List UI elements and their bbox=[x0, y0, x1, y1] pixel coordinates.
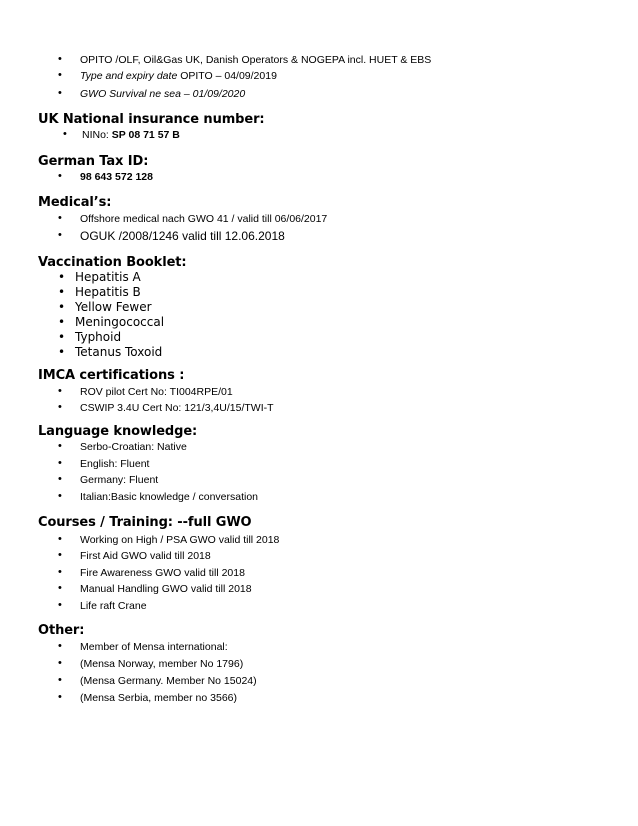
bullet: • bbox=[58, 270, 66, 284]
course-item: Working on High / PSA GWO valid till 2018 bbox=[80, 534, 280, 546]
uk-ni-heading: UK National insurance number: bbox=[38, 112, 265, 127]
medical-item: OGUK /2008/1246 valid till 12.06.2018 bbox=[80, 229, 285, 243]
course-item: Manual Handling GWO valid till 2018 bbox=[80, 583, 252, 595]
bullet: • bbox=[58, 330, 66, 344]
gwo-survival: GWO Survival ne sea – 01/09/2020 bbox=[80, 88, 246, 100]
bullet: • bbox=[58, 674, 62, 686]
bullet: • bbox=[58, 582, 62, 594]
ni-value: SP 08 71 57 B bbox=[111, 129, 180, 141]
bullet: • bbox=[58, 657, 62, 669]
other-heading: Other: bbox=[38, 623, 85, 638]
ni-label: NINo: bbox=[82, 129, 112, 141]
bullet: • bbox=[58, 599, 62, 611]
type-expiry-rest: OPITO – 04/09/2019 bbox=[177, 70, 277, 82]
type-expiry-line bbox=[80, 70, 277, 82]
german-tax-heading: German Tax ID: bbox=[38, 154, 149, 169]
bullet: • bbox=[58, 566, 62, 578]
bullet: • bbox=[58, 490, 62, 502]
course-item: Fire Awareness GWO valid till 2018 bbox=[80, 567, 245, 579]
bullet: • bbox=[58, 229, 62, 241]
courses-heading: Courses / Training: --full GWO bbox=[38, 515, 252, 530]
language-item: Germany: Fluent bbox=[80, 474, 159, 486]
type-expiry-italic: Type and expiry date bbox=[80, 70, 178, 82]
vaccination-item: Tetanus Toxoid bbox=[75, 345, 163, 359]
bullet: • bbox=[58, 457, 62, 469]
bullet: • bbox=[58, 473, 62, 485]
course-item: Life raft Crane bbox=[80, 600, 147, 612]
bullet: • bbox=[58, 87, 62, 99]
tax-id-value: 98 643 572 128 bbox=[80, 171, 153, 183]
bullet: • bbox=[58, 533, 62, 545]
other-item: (Mensa Norway, member No 1796) bbox=[80, 658, 244, 670]
bullet: • bbox=[58, 212, 62, 224]
vaccination-item: Typhoid bbox=[75, 330, 122, 344]
other-item-last bbox=[80, 692, 237, 704]
vaccination-heading: Vaccination Booklet: bbox=[38, 255, 187, 270]
imca-item: ROV pilot Cert No: TI004RPE/01 bbox=[80, 386, 233, 398]
medical-item: Offshore medical nach GWO 41 / valid till 06/06/2017 bbox=[80, 213, 328, 225]
bullet: • bbox=[58, 640, 62, 652]
course-item: First Aid GWO valid till 2018 bbox=[80, 550, 211, 562]
other-item: Member of Mensa international: bbox=[80, 641, 228, 653]
vaccination-item: Meningococcal bbox=[75, 315, 165, 329]
bullet: • bbox=[58, 345, 66, 359]
language-heading: Language knowledge: bbox=[38, 424, 198, 439]
bullet: • bbox=[58, 440, 62, 452]
medicals-heading: Medical’s: bbox=[38, 195, 112, 210]
bullet: • bbox=[58, 300, 66, 314]
imca-item: CSWIP 3.4U Cert No: 121/3,4U/15/TWI-T bbox=[80, 402, 274, 414]
bullet: • bbox=[58, 691, 62, 703]
vaccination-item: Hepatitis B bbox=[75, 285, 141, 299]
language-item: Serbo-Croatian: Native bbox=[80, 441, 187, 453]
bullet: • bbox=[63, 128, 67, 140]
bullet: • bbox=[58, 53, 62, 65]
bullet: • bbox=[58, 285, 66, 299]
bullet: • bbox=[58, 401, 62, 413]
ni-number bbox=[82, 129, 180, 141]
language-item: English: Fluent bbox=[80, 458, 150, 470]
bullet: • bbox=[58, 385, 62, 397]
bullet: • bbox=[58, 315, 66, 329]
imca-heading: IMCA certifications : bbox=[38, 368, 185, 383]
other-item: (Mensa Germany. Member No 15024) bbox=[80, 675, 257, 687]
vaccination-item: Yellow Fewer bbox=[75, 300, 152, 314]
bullet: • bbox=[58, 69, 62, 81]
bullet: • bbox=[58, 549, 62, 561]
language-item: Italian:Basic knowledge / conversation bbox=[80, 491, 259, 503]
vaccination-item: Hepatitis A bbox=[75, 270, 141, 284]
bullet: • bbox=[58, 170, 62, 182]
opito-certification: OPITO /OLF, Oil&Gas UK, Danish Operators & NOGEPA incl. HUET & EBS bbox=[80, 54, 432, 66]
other-item: (Mensa Serbia, member no 3566) bbox=[80, 692, 237, 704]
